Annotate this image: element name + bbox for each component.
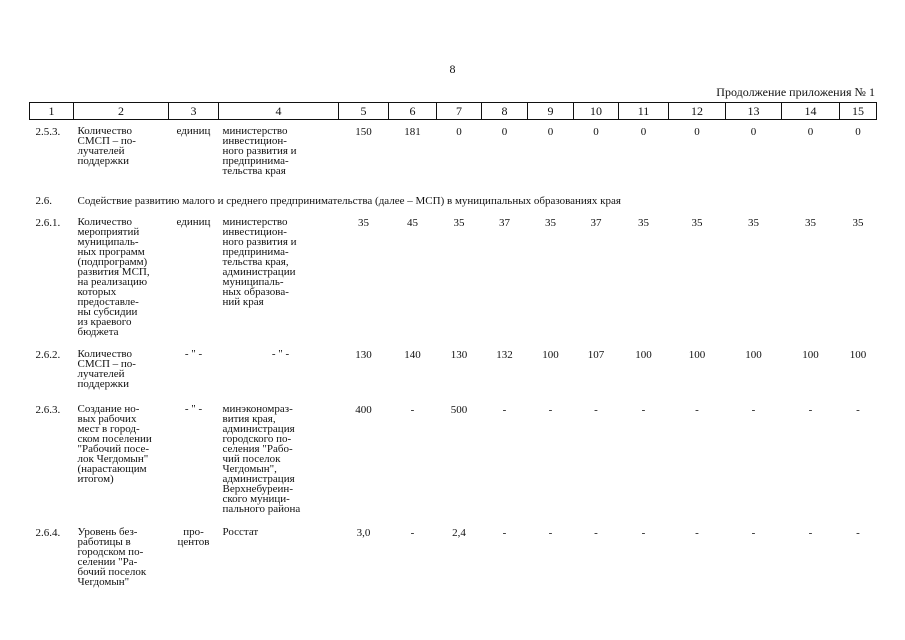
value-cell: 0: [807, 126, 814, 138]
value-cell: 2,4: [452, 527, 466, 539]
value-cell: 0: [750, 126, 757, 138]
executor-cell: минэкономраз- вития края, администрация городского по- селения "Рабо- чий поселок Чегдомын", администрация Верхнебуреин- ского муници- пального района: [222, 403, 301, 515]
value-cell: 35: [748, 217, 759, 229]
value-cell: 37: [590, 217, 602, 229]
indicator-name: Создание но- вых рабочих мест в город- ском поселении "Рабочий посе- лок Чегдомын" (нарастающим итогом): [77, 403, 152, 485]
header-cell: 1: [30, 103, 74, 120]
value-cell: 45: [407, 217, 418, 229]
value-cell: 130: [355, 349, 372, 361]
header-cell: 8: [482, 103, 528, 120]
value-cell: -: [548, 404, 553, 416]
value-cell: -: [808, 527, 813, 539]
indicators-table: [29, 102, 877, 593]
value-cell: -: [856, 527, 860, 539]
value-cell: 0: [640, 126, 647, 138]
value-cell: 100: [745, 349, 762, 361]
value-cell: -: [502, 404, 507, 416]
section-row: [30, 190, 877, 211]
value-cell: -: [641, 404, 646, 416]
value-cell: 35: [358, 217, 369, 229]
value-cell: 0: [547, 126, 554, 138]
value-cell: 35: [691, 217, 703, 229]
header-cell: 14: [782, 103, 840, 120]
value-cell: -: [502, 527, 507, 539]
value-cell: 130: [450, 349, 468, 361]
value-cell: -: [410, 404, 415, 416]
value-cell: 35: [852, 217, 864, 229]
table-row: [30, 398, 877, 521]
indicator-name: Уровень без- работицы в городском по- селении "Ра- бочий поселок Чегдомын": [77, 526, 147, 588]
value-cell: 3,0: [356, 527, 371, 539]
row-number: 2.6.2.: [35, 349, 61, 361]
value-cell: 0: [855, 126, 861, 138]
header-cell: 11: [619, 103, 669, 120]
value-cell: 100: [802, 349, 819, 361]
value-cell: 140: [404, 349, 421, 361]
table-row: [30, 521, 877, 593]
value-cell: -: [751, 527, 756, 539]
value-cell: -: [410, 527, 415, 539]
value-cell: 37: [499, 217, 510, 229]
value-cell: 150: [355, 126, 372, 138]
table-row: [30, 345, 877, 398]
header-cell: 3: [169, 103, 219, 120]
value-cell: 0: [593, 126, 599, 138]
value-cell: -: [695, 527, 699, 539]
table-row: [30, 211, 877, 345]
executor-cell: - " -: [271, 348, 290, 360]
value-cell: 100: [542, 349, 559, 361]
value-cell: 35: [545, 217, 556, 229]
header-cell: 5: [339, 103, 389, 120]
unit-cell: единиц: [176, 125, 211, 137]
table-row: [30, 120, 877, 191]
value-cell: 0: [694, 126, 700, 138]
section-title: Содействие развитию малого и среднего предпринимательства (далее – МСП) в муниципальных образованиях края: [77, 195, 621, 207]
value-cell: 0: [501, 126, 508, 138]
value-cell: 400: [355, 404, 372, 416]
unit-cell: про- центов: [177, 526, 210, 548]
value-cell: 181: [404, 126, 421, 138]
header-cell: 7: [437, 103, 482, 120]
indicator-name: Количество СМСП – по- лучателей поддержки: [77, 348, 136, 390]
row-number: 2.6.1.: [35, 217, 61, 229]
value-cell: -: [808, 404, 813, 416]
executor-cell: министерство инвестицион- ного развития и предпринима- тельства края: [222, 125, 297, 177]
value-cell: 132: [496, 349, 513, 361]
value-cell: 35: [453, 217, 465, 229]
indicator-name: Количество СМСП – по- лучателей поддержки: [77, 125, 136, 167]
unit-cell: - " -: [184, 403, 203, 415]
indicator-name: Количество мероприятий муниципаль- ных программ (подпрограмм) развития МСП, на реализацию которых предоставле- ны субсидии из краевого бюджета: [77, 216, 150, 338]
value-cell: 0: [456, 126, 462, 138]
header-cell: 15: [840, 103, 877, 120]
value-cell: -: [695, 404, 699, 416]
row-number: 2.6.: [35, 195, 52, 207]
value-cell: 100: [688, 349, 706, 361]
header-cell: 4: [219, 103, 339, 120]
page-number: 8: [449, 62, 456, 76]
continuation-label: Продолжение приложения № 1: [716, 85, 875, 99]
row-number: 2.5.3.: [35, 126, 61, 138]
value-cell: 500: [450, 404, 468, 416]
value-cell: -: [856, 404, 860, 416]
value-cell: -: [548, 527, 553, 539]
header-cell: 2: [74, 103, 169, 120]
executor-cell: министерство инвестицион- ного развития и предпринима- тельства края, администрации муниципаль- ных образова- ний края: [222, 216, 297, 308]
value-cell: 107: [587, 349, 605, 361]
header-row: [30, 103, 877, 120]
value-cell: -: [594, 527, 598, 539]
value-cell: -: [594, 404, 598, 416]
value-cell: -: [641, 527, 646, 539]
value-cell: 35: [805, 217, 816, 229]
unit-cell: - " -: [184, 348, 203, 360]
value-cell: -: [751, 404, 756, 416]
value-cell: 100: [635, 349, 652, 361]
value-cell: 100: [849, 349, 867, 361]
header-cell: 9: [528, 103, 574, 120]
unit-cell: единиц: [176, 216, 211, 228]
header-cell: 12: [669, 103, 726, 120]
value-cell: 35: [638, 217, 649, 229]
header-cell: 13: [726, 103, 782, 120]
row-number: 2.6.4.: [35, 527, 61, 539]
executor-cell: Росстат: [222, 526, 259, 538]
header-cell: 6: [389, 103, 437, 120]
header-cell: 10: [574, 103, 619, 120]
row-number: 2.6.3.: [35, 404, 61, 416]
